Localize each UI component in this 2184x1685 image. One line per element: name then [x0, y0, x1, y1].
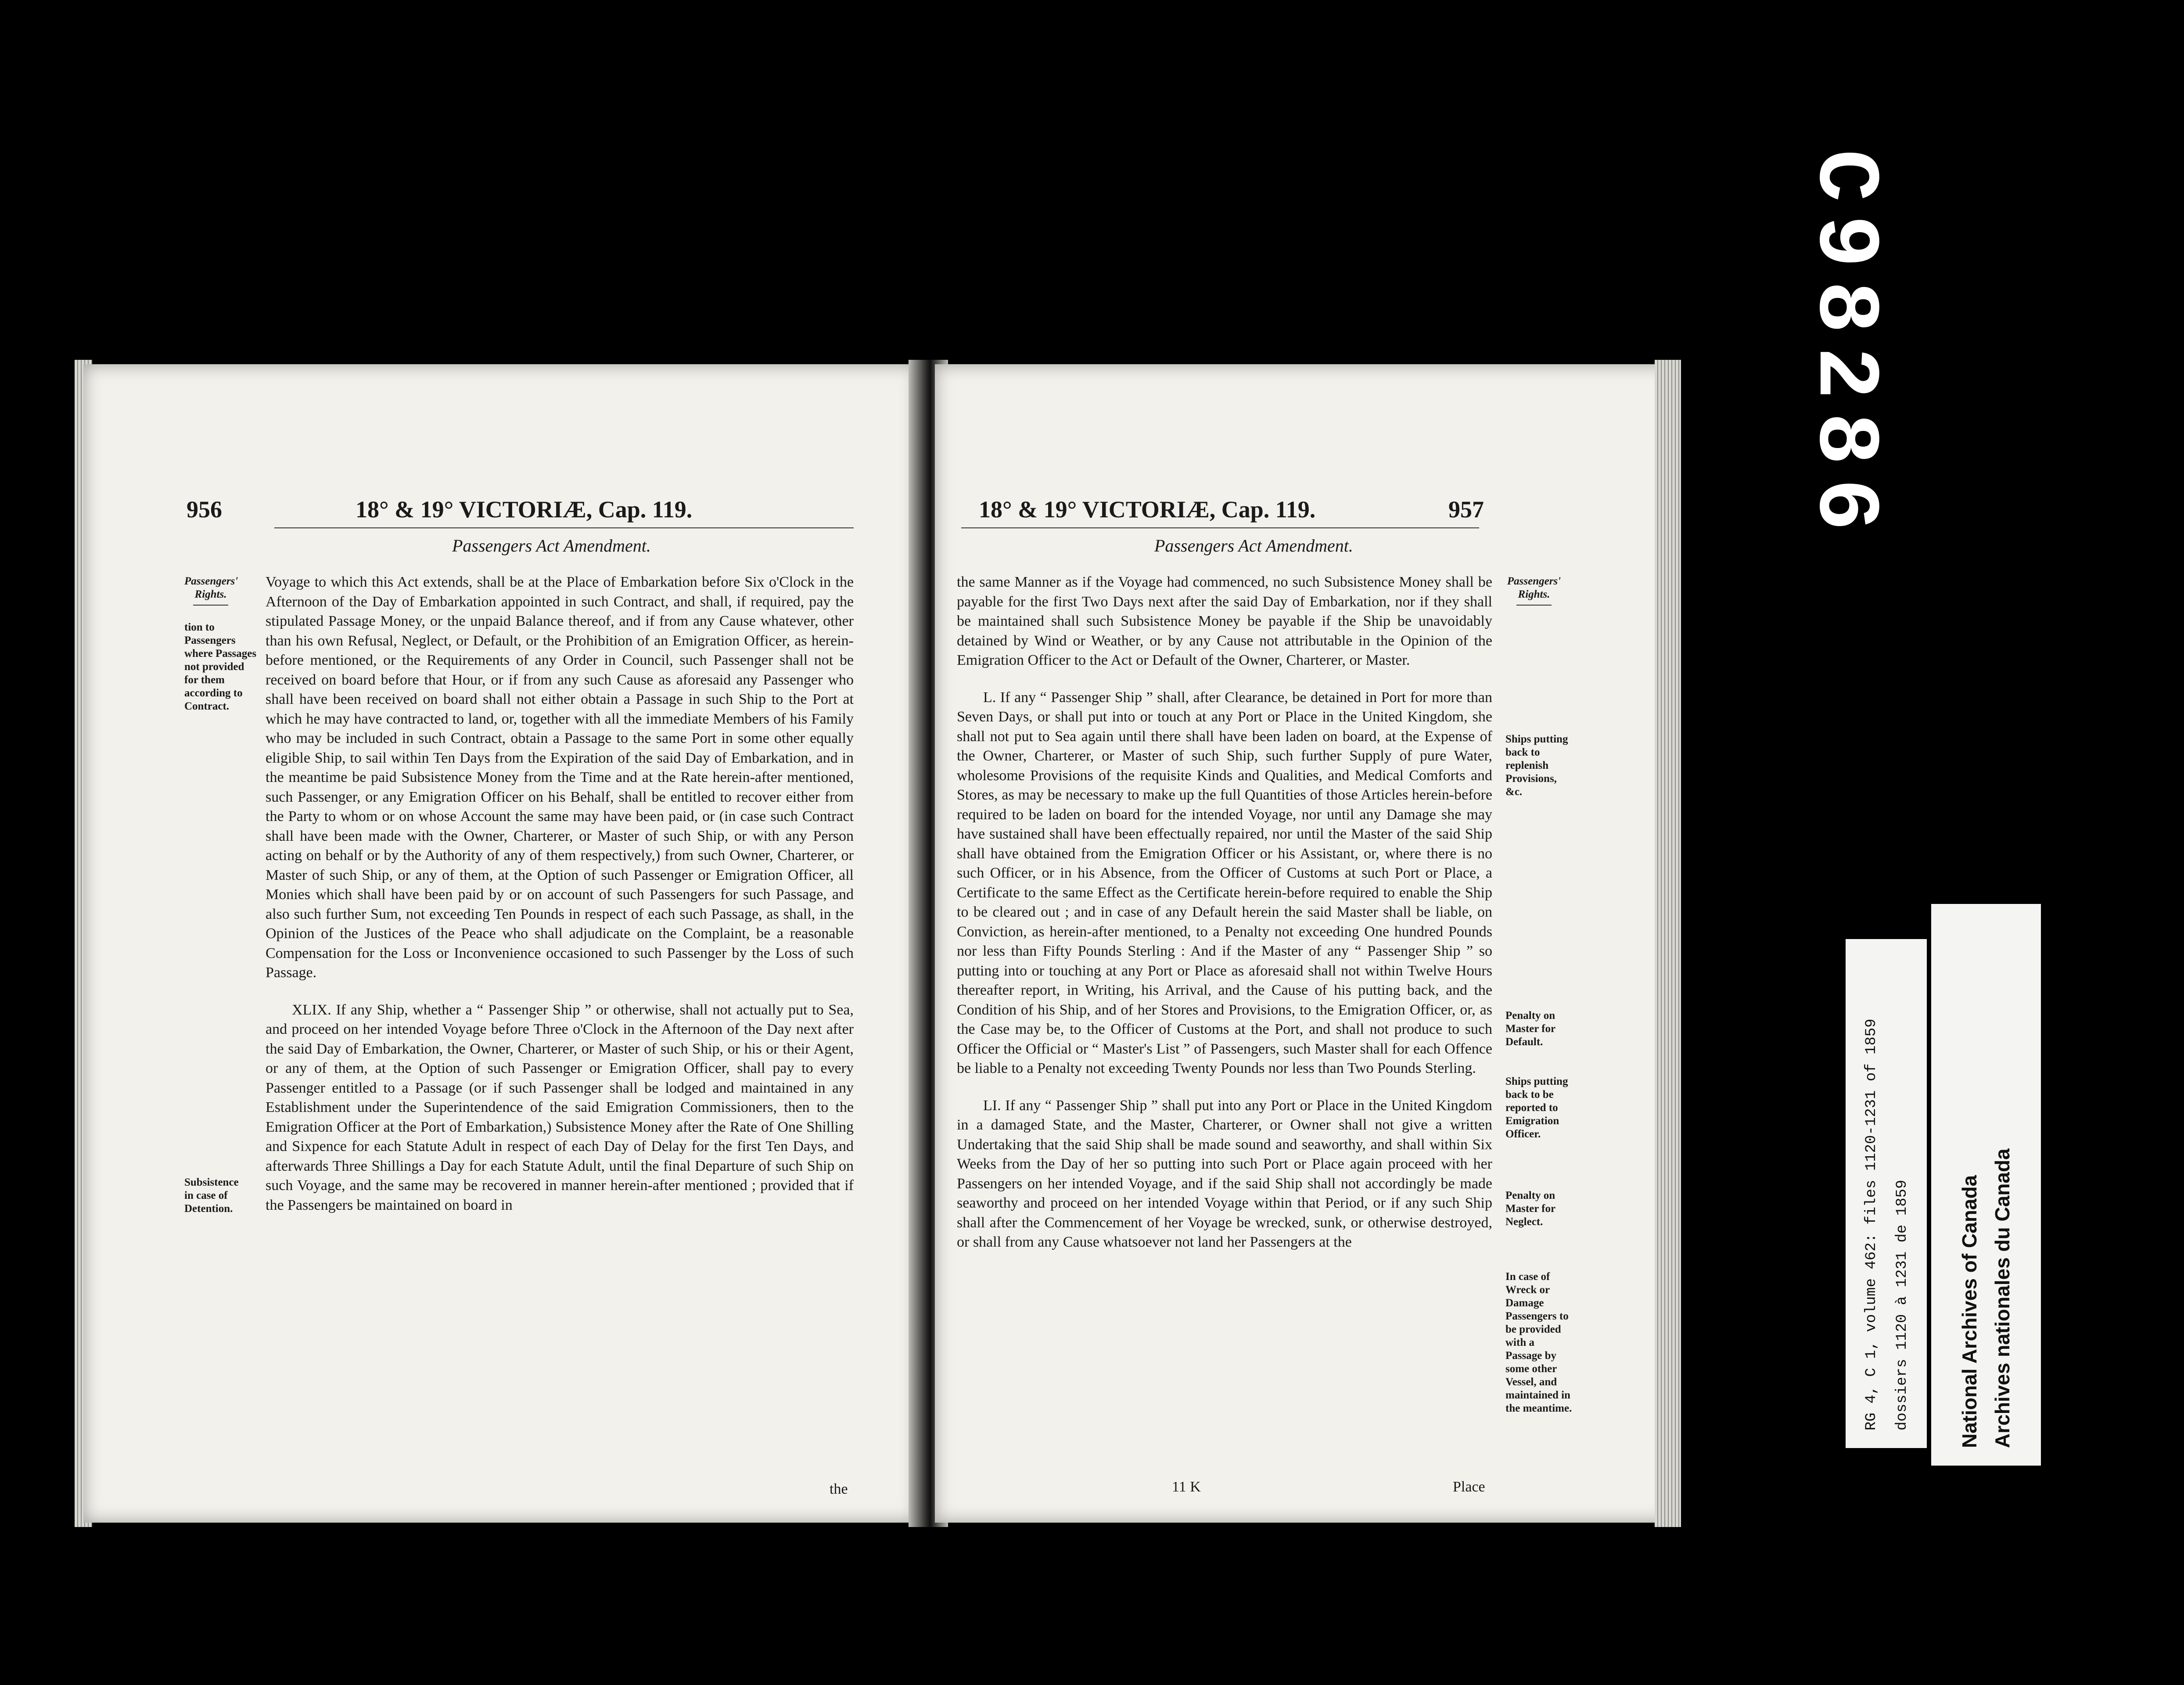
right-page-edges [1655, 360, 1681, 1527]
left-body [266, 573, 854, 1233]
right-margin-note-6: In case of Wreck or Damage Passengers to be provided with a Passage by some other Vessel, and maintained in the meantime. [1505, 1271, 1572, 1414]
right-subtitle: Passengers Act Amendment. [1154, 536, 1353, 556]
archive-institution-label [1931, 904, 2041, 1466]
reel-number-stamp: C98286 [1794, 149, 1893, 545]
left-paragraph-1: Voyage to which this Act extends, shall be at the Place of Embarkation before Six o'Clock in the Afternoon of the Day of Embarkation appointed in such Contract, and shall, if required, pay the stipulated Passage Money, or the unpaid Balance thereof, and if from any Cause whatever, other than his own Refusal, Neglect, or Default, or the Prohibition of an Emigration Officer, as herein-before mentioned, or the Requirements of any Order in Council, such Passenger shall not be received on board before that Hour, or if from any such Cause as aforesaid any Passenger who shall have been received on board shall not either obtain a Passage in such Ship to the Port at which he may have contracted to land, or, together with all the immediate Members of his Family who may be included in such Contract, obtain a Passage to the same Port in some other equally eligible Ship, to sail within Ten Days from the Expiration of the said Day of Embarkation, and in the meantime be paid Subsistence Money from the Time and at the Rate herein-after mentioned, such Passenger, or any Emigration Officer on his Behalf, shall be entitled to recover either from the Party to whom or on whose Account the same may have been paid, or (in case such Contract shall have been made with the Owner, Charterer, or Master of such Ship, or with any Person acting on behalf or by the Authority of any of them respectively,) from such Owner, Charterer, or Master of such Ship, or any of them, at the Option of such Passenger or Emigration Officer, all Monies which shall have been paid by or on account of such Passengers for such Passage, and also such further Sum, not exceeding Ten Pounds in respect of each such Passage, as shall, in the Opinion of the Justices of the Peace who shall adjudicate on the Complaint, be a reasonable Compensation for the Loss or Inconvenience occasioned to such Passenger by the Loss of such Passage. [266, 574, 854, 981]
right-body [957, 573, 1492, 1270]
right-page [935, 364, 1672, 1523]
signature-mark: 11 K [1172, 1479, 1201, 1495]
left-page [83, 364, 917, 1523]
right-header-rule [961, 527, 1479, 528]
right-paragraph-2: L. If any “ Passenger Ship ” shall, after Clearance, be detained in Port for more than Seven Days, or shall put into or touch at any Port or Place in the United Kingdom, she shall not put to Sea again until there shall have been laden on board, at the Expense of the Owner, Charterer, or Master of such Ship, such further Supply of pure Water, wholesome Provisions of the requisite Kinds and Qualities, and Medical Comforts and Stores, as may be necessary to make up the full Quantities of those Articles herein-before required to be laden on board for the intended Voyage, nor until any Damage she may have sustained shall have been effectually repaired, nor until the Master of the said Ship shall have obtained from the Emigration Officer or his Assistant, or, where there is no such Officer, or in his Absence, from the Officer of Customs at such Port or Place, a Certificate to the same Effect as the Certificate herein-before required to enable the Ship to be cleared out ; and in case of any Default herein the said Master shall be liable, on Conviction, as herein-after mentioned, to a Penalty not exceeding One hundred Pounds nor less than Fifty Pounds Sterling : And if the Master of any “ Passenger Ship ” so putting into or touching at any Port or Place as aforesaid shall not within Twelve Hours thereafter report, in Writing, his Arrival, and the Cause of his putting back, and the Condition of his Ship, and of her Stores and Provisions, to the Emigration Officer, or, as the Case may be, to the Officer of Customs at the Port, and shall not produce to such Officer the Official or “ Master's List ” of Passengers, such Master shall for each Offence be liable to a Penalty not exceeding Twenty Pounds nor less than Two Pounds Sterling. [957, 689, 1492, 1076]
right-paragraph-1: the same Manner as if the Voyage had commenced, no such Subsistence Money shall be payable for the first Two Days next after the said Day of Embarkation, nor if they shall be maintained shall such Subsistence Money be payable if the Ship be unavoidably detained by Wind or Weather, or by any Cause not attributable in the Opinion of the Emigration Officer to the Act or Default of the Owner, Charterer, or Master. [957, 574, 1492, 668]
right-margin-note-1: Passengers' Rights. [1505, 575, 1563, 606]
right-catchword: Place [1453, 1479, 1485, 1495]
reference-line-2: dossiers 1120 à 1231 de 1859 [1894, 1180, 1911, 1430]
left-header-rule [274, 527, 854, 528]
institution-name-en: National Archives of Canada [1958, 1175, 1981, 1448]
right-margin-note-5: Penalty on Master for Neglect. [1505, 1190, 1555, 1228]
left-catchword: the [830, 1481, 848, 1497]
open-book [75, 351, 1672, 1536]
left-page-number: 956 [187, 496, 222, 523]
left-margin-note-3: Subsistence in case of Detention. [184, 1176, 239, 1215]
right-margin-note-4: Ships putting back to be reported to Emigration Officer. [1505, 1076, 1568, 1140]
left-margin-note-1: Passengers' Rights. [184, 575, 237, 606]
left-margin-note-2: tion to Passengers where Passages not provided for them according to Contract. [184, 621, 257, 712]
institution-name-fr: Archives nationales du Canada [1991, 1148, 2014, 1448]
left-running-head: 18° & 19° VICTORIÆ, Cap. 119. [356, 496, 693, 523]
left-paragraph-2: XLIX. If any Ship, whether a “ Passenger Ship ” or otherwise, shall not actually put to Sea, and proceed on her intended Voyage before Three o'Clock in the Afternoon of the Day next after the said Day of Embarkation, the Owner, Charterer, or Master of such Ship, or his or their Agent, or any of them, at the Option of such Passenger or Emigration Officer, shall pay to every Passenger entitled to a Passage (or if such Passenger shall be lodged and maintained in any Establishment under the Superintendence of the said Emigration Commissioners, then to the Emigration Officer at the Port of Embarkation,) Subsistence Money after the Rate of One Shilling and Sixpence for each Statute Adult in respect of each Day of Delay for the first Ten Days, and afterwards Three Shillings a Day for each Statute Adult, until the final Departure of such Ship on such Voyage, and the same may be recovered in manner herein-after mentioned ; provided that if the Passengers be maintained on board in [266, 1001, 854, 1213]
reference-line-1: RG 4, C 1, volume 462: files 1120-1231 of 1859 [1863, 1018, 1880, 1430]
right-margin-note-2: Ships putting back to replenish Provisions, &c. [1505, 733, 1568, 798]
left-subtitle: Passengers Act Amendment. [452, 536, 651, 556]
right-running-head: 18° & 19° VICTORIÆ, Cap. 119. [979, 496, 1316, 523]
right-page-number: 957 [1448, 496, 1484, 523]
archive-reference-label [1846, 939, 1927, 1448]
right-margin-note-3: Penalty on Master for Default. [1505, 1010, 1555, 1048]
right-paragraph-3: LI. If any “ Passenger Ship ” shall put into any Port or Place in the United Kingdom in a damaged State, and the Master, Charterer, or Owner shall not give a written Undertaking that the said Ship shall be made sound and seaworthy, and shall within Six Weeks from the Day of her so putting into such Port or Place again proceed with her Passengers on her intended Voyage, and if the said Ship shall not accordingly be made seaworthy and proceed on her intended Voyage within that Period, or if any such Ship shall after the Commencement of her Voyage be wrecked, sunk, or otherwise destroyed, or shall from any Cause whatsoever not land her Passengers at the [957, 1097, 1492, 1250]
